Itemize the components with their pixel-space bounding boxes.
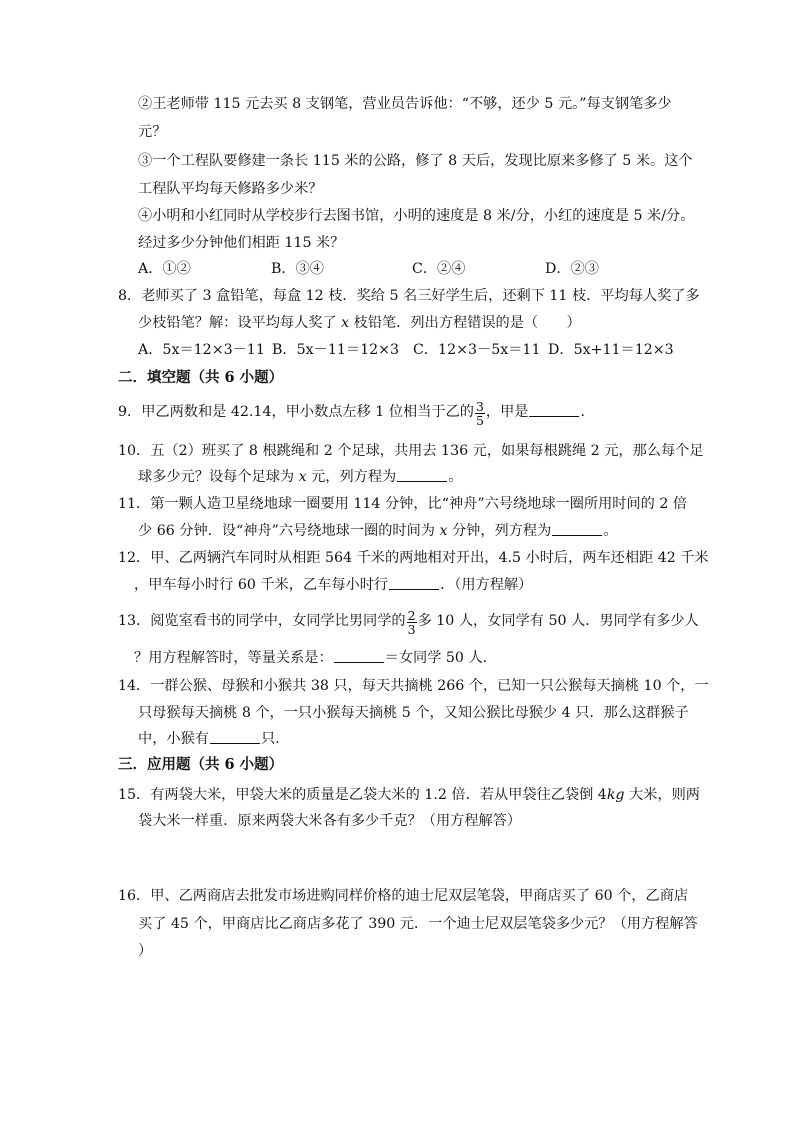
q8-option-d: D．5x+11＝12×3 <box>548 342 674 358</box>
q8-line1: 8．老师买了 3 盒铅笔，每盒 12 枝．奖给 5 名三好学生后，还剩下 11 枝．平均每人奖了多 <box>118 288 700 304</box>
q13-line2: ？用方程解答时，等量关系是： ＝女同学 50 人． <box>134 650 497 666</box>
q7-option-a: A．①② <box>138 261 191 277</box>
q7-item4-line1: ④小明和小红同时从学校步行去图书馆，小明的速度是 8 米/分，小红的速度是 5 米/分。 <box>138 208 695 224</box>
q7-item2-line2: 元？ <box>138 124 167 140</box>
q7-option-b: B．③④ <box>271 261 324 277</box>
q14-line2: 只母猴每天摘桃 8 个，一只小猴每天摘桃 5 个，又知公猴比母猴少 4 只．那么这群猴子 <box>138 705 689 721</box>
section-application-title: 三．应用题（共 6 小题） <box>118 756 284 773</box>
q15-line1: 15．有两袋大米，甲袋大米的质量是乙袋大米的 1.2 倍．若从甲袋往乙袋倒 4kg 大米，则两 <box>118 787 700 803</box>
q12-answer-blank[interactable] <box>389 575 439 590</box>
q11-answer-blank[interactable] <box>552 521 602 536</box>
q13-answer-blank[interactable] <box>334 648 384 663</box>
q12-line2: ，甲车每小时行 60 千米，乙车每小时行 ．（用方程解） <box>134 577 533 593</box>
q9-fraction: $\frac{3}{5}$ <box>475 399 484 428</box>
q7-item3-line2: 工程队平均每天修路多少米？ <box>138 181 323 197</box>
q15-line2: 袋大米一样重．原来两袋大米各有多少千克？（用方程解答） <box>138 813 522 829</box>
section-fill-in-title: 二．填空题（共 6 小题） <box>118 369 284 386</box>
q16-line1: 16．甲、乙两商店去批发市场进购同样价格的迪士尼双层笔袋，甲商店买了 60 个，乙商店 <box>118 888 689 904</box>
q11-line1: 11．第一颗人造卫星绕地球一圈要用 114 分钟，比“神舟”六号绕地球一圈所用时间的 2 倍 <box>118 496 688 512</box>
q8-option-b: B．5x－11＝12×3 <box>272 342 400 358</box>
q12-line1: 12．甲、乙两辆汽车同时从相距 564 千米的两地相对开出，4.5 小时后，两车还相距 42 千米 <box>118 550 709 566</box>
q7-option-c: C．②④ <box>412 261 466 277</box>
q8-option-c: C．12×3－5x＝11 <box>413 342 541 358</box>
q14-line1: 14．一群公猴、母猴和小猴共 38 只，每天共摘桃 266 个，已知一只公猴每天摘桃 10 个，一 <box>118 678 709 694</box>
q11-line2: 少 66 分钟．设“神舟”六号绕地球一圈的时间为 x 分钟，列方程为 。 <box>138 523 618 539</box>
q14-line3: 中，小猴有 只. <box>138 731 280 747</box>
q7-item3-line1: ③一个工程队要修建一条长 115 米的公路，修了 8 天后，发现比原来多修了 5 米。这个 <box>138 153 693 169</box>
q13-line1: 13．阅览室看书的同学中，女同学比男同学的 $\frac{2}{3}$ 多 10 人，女同学有 50 人．男同学有多少人 <box>118 608 699 637</box>
q10-line1: 10．五（2）班买了 8 根跳绳和 2 个足球，共用去 136 元，如果每根跳绳 2 元，那么每个足 <box>118 443 704 459</box>
q7-item4-line2: 经过多少分钟他们相距 115 米？ <box>138 235 345 251</box>
q7-option-d: D．②③ <box>545 261 599 277</box>
q9-line: 9．甲乙两数和是 42.14，甲小数点左移 1 位相当于乙的 $\frac{3}{5}$ ，甲是 ． <box>118 399 595 428</box>
q9-answer-blank[interactable] <box>529 402 579 417</box>
q10-line2: 球多少元？设每个足球为 x 元，列方程为 。 <box>138 469 463 485</box>
q13-fraction: $\frac{2}{3}$ <box>407 608 416 637</box>
q16-line3: ） <box>138 943 153 959</box>
q10-answer-blank[interactable] <box>397 467 447 482</box>
q8-option-a: A．5x＝12×3－11 <box>138 342 265 358</box>
q14-answer-blank[interactable] <box>210 729 260 744</box>
q16-line2: 买了 45 个，甲商店比乙商店多花了 390 元．一个迪士尼双层笔袋多少元？（用方程解答 <box>138 916 698 932</box>
q8-line2: 少枝铅笔？解：设平均每人奖了 x 枝铅笔．列出方程错误的是（ ） <box>138 315 581 331</box>
q7-item2-line1: ②王老师带 115 元去买 8 支钢笔，营业员告诉他：“不够，还少 5 元。”每支钢笔多少 <box>138 96 672 112</box>
